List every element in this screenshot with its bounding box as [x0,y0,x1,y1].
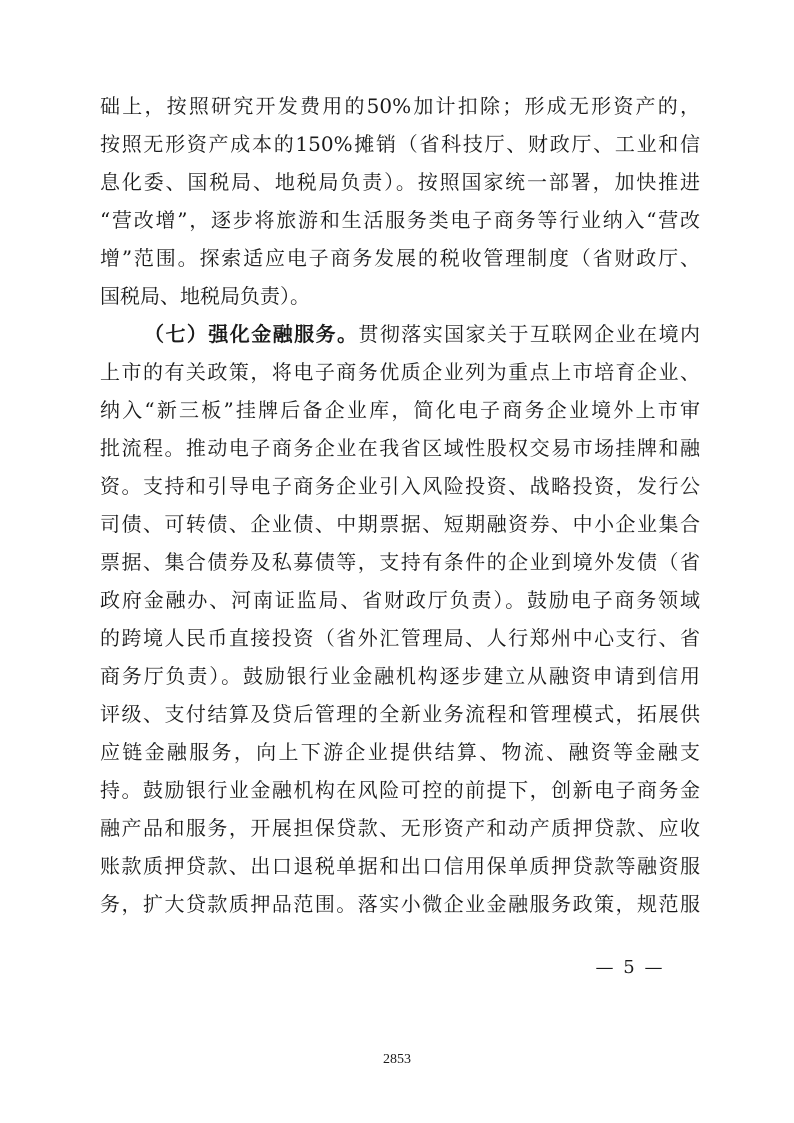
page-number: — 5 — [595,957,665,978]
body-text [100,87,700,923]
text-line: 应链金融服务，向上下游企业提供结算、物流、融资等金融支 [100,740,700,764]
section-heading: （七）强化金融服务。 [144,322,359,346]
document-number: 2853 [383,1052,411,1067]
text-line: 纳入“新三板”挂牌后备企业库，简化电子商务企业境外上市审 [100,398,700,422]
text-line: 资。支持和引导电子商务企业引入风险投资、战略投资，发行公 [100,474,700,498]
section-first-line [100,315,700,353]
text-line: 账款质押贷款、出口退税单据和出口信用保单质押贷款等融资服 [100,854,700,878]
text-line: 票据、集合债券及私募债等，支持有条件的企业到境外发债（省 [100,550,700,574]
text-line: 息化委、国税局、地税局负责）。按照国家统一部署，加快推进 [100,170,700,194]
text-line: 持。鼓励银行业金融机构在风险可控的前提下，创新电子商务金 [100,778,700,802]
section-first-line-text: 贯彻落实国家关于互联网企业在境内 [358,322,701,346]
text-line: 司债、可转债、企业债、中期票据、短期融资券、中小企业集合 [100,512,700,536]
text-line: 批流程。推动电子商务企业在我省区域性股权交易市场挂牌和融 [100,436,700,460]
text-line: 按照无形资产成本的150%摊销（省科技厅、财政厅、工业和信 [100,132,700,156]
text-line: 评级、支付结算及贷后管理的全新业务流程和管理模式，拓展供 [100,702,700,726]
text-line: 的跨境人民币直接投资（省外汇管理局、人行郑州中心支行、省 [100,626,700,650]
text-line: 础上，按照研究开发费用的50%加计扣除；形成无形资产的， [100,94,700,118]
text-line: 务，扩大贷款质押品范围。落实小微企业金融服务政策，规范服 [100,892,700,916]
text-line: 上市的有关政策，将电子商务优质企业列为重点上市培育企业、 [100,360,700,384]
text-line: 融产品和服务，开展担保贷款、无形资产和动产质押贷款、应收 [100,816,700,840]
text-line: “营改增”，逐步将旅游和生活服务类电子商务等行业纳入“营改 [100,208,700,232]
text-line: 增”范围。探索适应电子商务发展的税收管理制度（省财政厅、 [100,246,700,270]
text-line: 国税局、地税局负责）。 [100,284,310,308]
text-line: 商务厅负责）。鼓励银行业金融机构逐步建立从融资申请到信用 [100,664,700,688]
text-line: 政府金融办、河南证监局、省财政厅负责）。鼓励电子商务领域 [100,588,700,612]
